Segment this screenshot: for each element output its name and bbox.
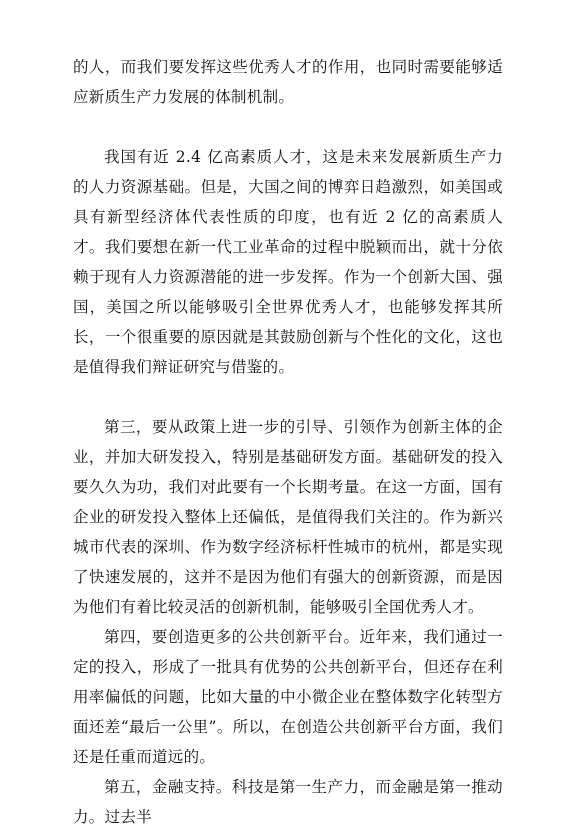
paragraph-continuation: 的人，而我们要发挥这些优秀人才的作用，也同时需要能够适应新质生产力发展的体制机制。 xyxy=(73,58,503,106)
paragraph-talent-base: 我国有近 2.4 亿高素质人才，这是未来发展新质生产力的人力资源基础。但是，大国之间的博弈日趋激烈，如美国或具有新型经济体代表性质的印度，也有近 2 亿的高素质人才。我们要想在新一代工业革命的过程中脱颖而出，就十分依赖于现有人力资源潜能的进一步发挥。作为一个创新大国、强国，美国之所以能够吸引全世界优秀人才，也能够发挥其所长，一个很重要的原因就是其鼓励创新与个性化的文化，这也是值得我们辩证研究与借鉴的。 xyxy=(73,148,503,376)
paragraph-point-four: 第四，要创造更多的公共创新平台。近年来，我们通过一定的投入，形成了一批具有优势的公共创新平台，但还存在利用率偏低的问题，比如大量的中小微企业在整体数字化转型方面还差“最后一公里”。所以，在创造公共创新平台方面，我们还是任重而道远的。 xyxy=(73,628,503,766)
paragraph-point-three: 第三，要从政策上进一步的引导、引领作为创新主体的企业，并加大研发投入，特别是基础研发方面。基础研发的投入要久久为功，我们对此要有一个长期考量。在这一方面，国有企业的研发投入整体上还偏低，是值得我们关注的。作为新兴城市代表的深圳、作为数字经济标杆性城市的杭州，都是实现了快速发展的，这并不是因为他们有强大的创新资源，而是因为他们有着比较灵活的创新机制，能够吸引全国优秀人才。 xyxy=(73,418,503,616)
paragraph-point-five: 第五，金融支持。科技是第一生产力，而金融是第一推动力。过去半 xyxy=(73,778,503,826)
